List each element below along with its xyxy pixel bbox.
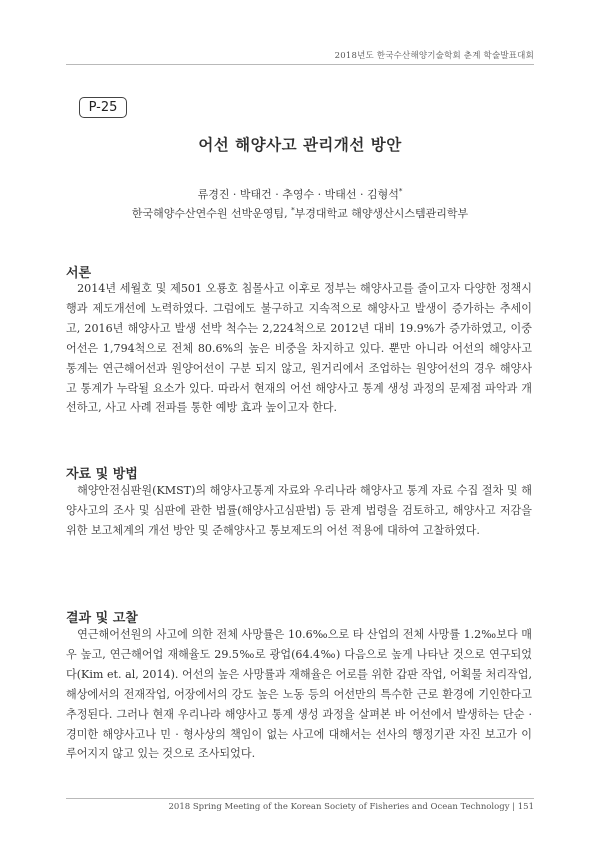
section-heading-methods: 자료 및 방법 bbox=[66, 467, 138, 482]
footer-rule bbox=[66, 798, 534, 799]
affiliation-line bbox=[0, 205, 600, 221]
running-header: 2018년도 한국수산해양기술학회 춘계 학술발표대회 bbox=[334, 51, 534, 61]
paper-title: 어선 해양사고 관리개선 방안 bbox=[198, 135, 402, 154]
section-heading-intro: 서론 bbox=[66, 266, 92, 281]
author-mark: * bbox=[398, 187, 403, 196]
affiliation-main: 한국해양수산연수원 선박운영팀, bbox=[131, 207, 292, 220]
author-names: 류경진 · 박태건 · 추영수 · 박태선 · 김형석 bbox=[197, 188, 399, 201]
poster-id-badge: P-25 bbox=[79, 97, 127, 118]
header-rule bbox=[66, 64, 534, 65]
section-body-intro: 2014년 세월호 및 제501 오룡호 침몰사고 이후로 정부는 해양사고를 줄이고자 다양한 정책시행과 제도개선에 노력하였다. 그럼에도 불구하고 지속적으로 해양사고 발생이 증가하는 추세이고, 2016년 해양사고 발생 선박 척수는 2,224척으로 2012년 대비 19.9%가 증가하였고, 이중 어선은 1,794척으로 전체 80.6%의 높은 비중을 차지하고 있다. 뿐만 아니라 어선의 해양사고 통계는 연근해어선과 원양어선이 구분 되지 않고, 원거리에서 조업하는 원양어선의 경우 해양사고 통계가 누락될 요소가 있다. 따라서 현재의 어선 해양사고 통계 생성 과정의 문제점 파악과 개선하고, 사고 사례 전파를 통한 예방 효과 높이고자 한다. bbox=[66, 282, 532, 415]
affiliation-second: 부경대학교 해양생산시스템관리학부 bbox=[294, 207, 469, 220]
running-footer: 2018 Spring Meeting of the Korean Society of Fisheries and Ocean Technology | 151 bbox=[168, 802, 534, 812]
author-list bbox=[0, 186, 600, 202]
section-body-methods: 해양안전심판원(KMST)의 해양사고통계 자료와 우리나라 해양사고 통계 자료 수집 절차 및 해양사고의 조사 및 심판에 관한 법률(해양사고심판법) 등 관계 법령을 검토하고, 해양사고 저감을 위한 보고체계의 개선 방안 및 준해양사고 통보제도의 어선 적용에 대하여 고찰하였다. bbox=[66, 484, 532, 537]
section-body-results: 연근해어선원의 사고에 의한 전체 사망률은 10.6‰으로 타 산업의 전체 사망률 1.2‰보다 매우 높고, 연근해어업 재해율도 29.5‰로 광업(64.4‰) 다음으로 높게 나타난 것으로 연구되었다(Kim et. al, 2014). 어선의 높은 사망률과 재해율은 어로를 위한 갑판 작업, 어획물 처리작업, 해상에서의 전재작업, 어장에서의 강도 높은 노동 등의 어선만의 특수한 근로 환경에 기인한다고 추정된다. 그러나 현재 우리나라 해양사고 통계 생성 과정을 살펴본 바 어선에서 발생하는 단순 · 경미한 해양사고나 민 · 형사상의 책임이 없는 사고에 대해서는 선사의 행정기관 자진 보고가 이루어지지 않고 있는 것으로 조사되었다. bbox=[66, 628, 532, 761]
affiliation-mark: * bbox=[291, 206, 295, 215]
section-heading-results: 결과 및 고찰 bbox=[66, 611, 138, 626]
